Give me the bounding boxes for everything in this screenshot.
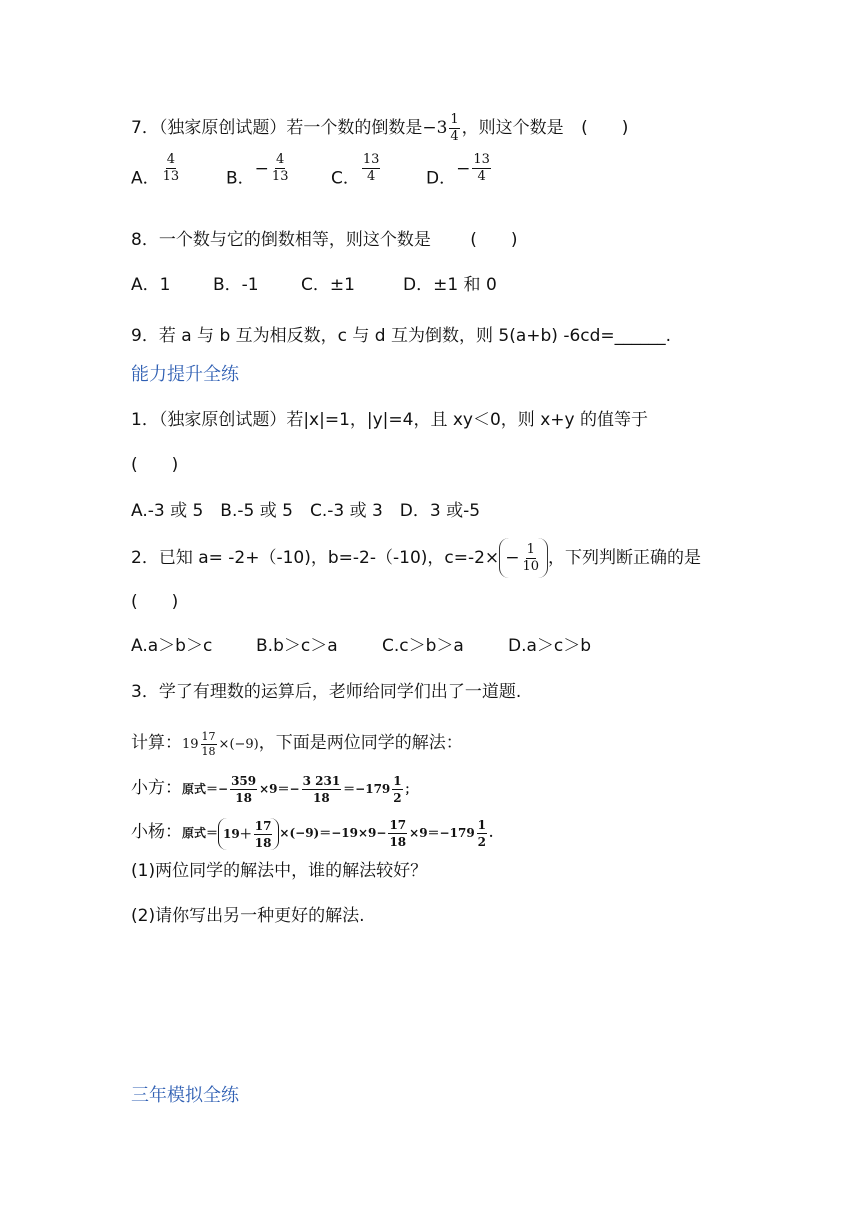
p2-answer-paren: ( ) bbox=[131, 592, 179, 612]
q7-option-c: C． $\frac{13}{4}$ bbox=[331, 152, 380, 189]
p1-options: A.-3 或 5 B.-5 或 5 C.-3 或 3 D．3 或-5 bbox=[131, 501, 481, 521]
p2-stem: 2．已知 a= -2+（-10)，b=-2-（-10)，c=-2× − $\frac{1}{10}$ ，下列判断正确的是 bbox=[131, 538, 701, 578]
q9-stem: 9．若 a 与 b 互为相反数，c 与 d 互为倒数，则 5(a+b) -6cd=______. bbox=[131, 326, 672, 346]
section-title-three-year: 三年模拟全练 bbox=[131, 1085, 239, 1106]
p2-bracket-fraction: − $\frac{1}{10}$ bbox=[499, 538, 548, 578]
p3-calc-line: 计算：19 $\frac{17}{18}$ ×(−9)，下面是两位同学的解法： bbox=[131, 730, 463, 758]
q7-answer-paren: ( ) bbox=[581, 118, 629, 138]
p3-xiaoyang-solution: 原式＝ 19＋ $\frac{17}{18}$ ×(−9)＝−19×9− $\frac{17}{18}$ ×9＝−179 $\frac{1}{2}$ . bbox=[182, 818, 494, 850]
p3-xiaoyang-line: 小杨：原式＝ 19＋ $\frac{17}{18}$ ×(−9)＝−19×9− $\frac{17}{18}$ ×9＝−179 $\frac{1}{2}$ . bbox=[131, 818, 494, 850]
q7-option-b: B．− $\frac{4}{13}$ bbox=[226, 152, 289, 189]
p3-sub-question-1: (1)两位同学的解法中，谁的解法较好？ bbox=[131, 861, 428, 881]
p3-intro: 3．学了有理数的运算后，老师给同学们出了一道题. bbox=[131, 682, 522, 702]
p3-xiaofang-solution: 原式＝− $\frac{359}{18}$ ×9＝− $\frac{3 231}{18}$ ＝−179 $\frac{1}{2}$ ； bbox=[182, 774, 417, 805]
q7-option-a: A． $\frac{4}{13}$ bbox=[131, 152, 180, 189]
q8-option-b: B．-1 bbox=[213, 275, 259, 295]
p1-stem: 1．（独家原创试题）若|x|=1，|y|=4，且 xy＜0，则 x+y 的值等于 bbox=[131, 410, 648, 430]
section-title-ability: 能力提升全练 bbox=[131, 364, 239, 385]
p3-calc-expression: 19 $\frac{17}{18}$ ×(−9) bbox=[182, 730, 259, 758]
p2-option-c: C.c＞b＞a bbox=[382, 636, 464, 656]
q8-option-d: D．±1 和 0 bbox=[403, 275, 497, 295]
p3-sub-question-2: (2)请你写出另一种更好的解法. bbox=[131, 906, 365, 926]
q8-answer-paren: ( ) bbox=[470, 230, 518, 250]
q7-option-d: D．− $\frac{13}{4}$ bbox=[426, 152, 490, 189]
q8-option-a: A．1 bbox=[131, 275, 171, 295]
q7-stem: 7．（独家原创试题）若一个数的倒数是−3 $\frac{1}{4}$ ，则这个数是 ( ) bbox=[131, 112, 629, 144]
q8-stem: 8．一个数与它的倒数相等，则这个数是 ( ) bbox=[131, 230, 518, 250]
p3-xiaofang-line: 小方：原式＝− $\frac{359}{18}$ ×9＝− $\frac{3 231}{18}$ ＝−179 $\frac{1}{2}$ ； bbox=[131, 774, 417, 805]
q7-mixed-number: −3 $\frac{1}{4}$ bbox=[422, 112, 459, 144]
p2-option-b: B.b＞c＞a bbox=[256, 636, 338, 656]
p1-answer-paren: ( ) bbox=[131, 455, 179, 475]
q8-option-c: C．±1 bbox=[301, 275, 355, 295]
p2-option-a: A.a＞b＞c bbox=[131, 636, 213, 656]
p2-option-d: D.a＞c＞b bbox=[508, 636, 592, 656]
